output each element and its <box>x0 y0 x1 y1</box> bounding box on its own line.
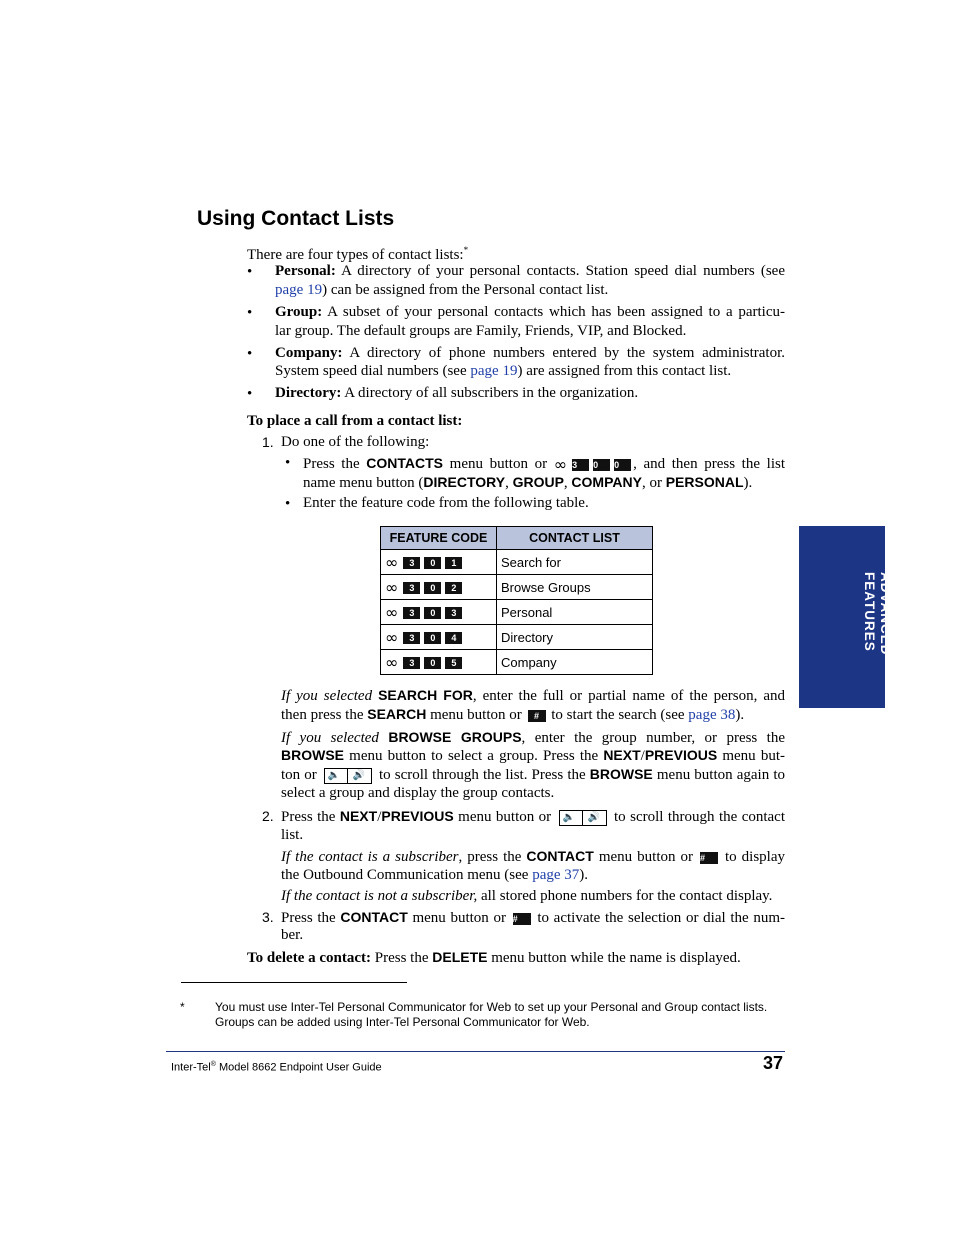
text: to display <box>720 849 786 865</box>
feature-code-cell <box>381 550 497 575</box>
bullet-text: ) are assigned from this contact list. <box>517 363 732 379</box>
footnote-ref: * <box>463 245 469 255</box>
group-keyword: GROUP <box>512 474 564 490</box>
footnote-rule <box>181 982 407 983</box>
text: / <box>377 809 382 825</box>
speaker-low-icon: 🔈 <box>562 811 576 823</box>
text: then press the <box>281 707 368 723</box>
text: all stored phone numbers for the contact display. <box>477 888 773 904</box>
divider <box>347 769 348 783</box>
section-side-tab <box>799 526 893 708</box>
bullet-text: ) can be assigned from the Personal contact list. <box>322 282 609 298</box>
divider <box>582 811 583 825</box>
side-tab-line: ADVANCED <box>878 572 893 656</box>
browse-keyword: BROWSE <box>589 766 653 782</box>
text: to scroll through the list. Press the <box>374 767 590 783</box>
feature-code-table <box>380 526 653 675</box>
dial-key: 3 <box>403 557 420 569</box>
page-link[interactable]: page 37 <box>532 867 580 883</box>
step2-line2: list. <box>281 827 304 843</box>
text: , press the <box>458 849 527 865</box>
delete-instruction <box>247 948 741 968</box>
table-header-row <box>381 527 653 550</box>
footer-rule <box>166 1051 785 1052</box>
column-header: CONTACT LIST <box>497 527 653 550</box>
text: / <box>640 748 645 764</box>
text: to activate the selection or dial the num- <box>532 910 785 926</box>
bullet-text: System speed dial numbers (see <box>275 363 471 379</box>
contact-list-cell: Company <box>497 650 653 675</box>
footnote-mark: * <box>180 1000 185 1014</box>
bullet-dot: • <box>247 346 253 362</box>
feature-key-icon: ∞ <box>385 653 398 673</box>
browse-para-line4: select a group and display the group contacts. <box>281 785 555 801</box>
search-para-line1 <box>281 686 785 706</box>
text: , enter the group number, or press the <box>521 730 785 746</box>
step1-sub1-line2 <box>303 473 752 493</box>
dial-key: 3 <box>403 657 420 669</box>
text: If the contact is not a subscriber, <box>281 888 478 904</box>
step1-sub1-line1 <box>303 454 785 474</box>
browse-keyword: BROWSE <box>281 747 344 763</box>
page-title: Using Contact Lists <box>197 207 395 230</box>
bullet-dot: • <box>247 305 253 321</box>
bullet-company-line2 <box>275 362 731 381</box>
text: name menu button ( <box>303 475 424 491</box>
place-call-heading: To place a call from a contact list: <box>247 413 463 429</box>
step-number: 2. <box>262 808 274 824</box>
contact-keyword: CONTACT <box>526 848 594 864</box>
text: menu but- <box>717 748 785 764</box>
feature-key-icon: ∞ <box>385 628 398 648</box>
table-row <box>381 550 653 575</box>
bullet-group-line2: lar group. The default groups are Family, Friends, VIP, and Blocked. <box>275 323 687 339</box>
previous-keyword: PREVIOUS <box>644 747 718 763</box>
text: If you selected <box>281 688 379 704</box>
contact-list-cell: Directory <box>497 625 653 650</box>
contact-keyword: CONTACT <box>340 909 408 925</box>
dial-key: 0 <box>424 557 441 569</box>
brand-name: Inter-Tel <box>171 1061 211 1074</box>
bullet-dot: • <box>285 496 291 512</box>
bullet-text: A directory of phone numbers entered by the system administrator. <box>349 345 785 361</box>
text: menu button again to <box>652 767 785 783</box>
speaker-high-icon: 🔊 <box>352 769 366 781</box>
text: If the contact is a subscriber <box>281 849 459 865</box>
footnote-line2: Groups can be added using Inter-Tel Personal Communicator for Web. <box>215 1015 590 1029</box>
subscriber-para-line2 <box>281 866 588 885</box>
search-keyword: SEARCH <box>367 706 427 722</box>
bullet-dot: • <box>247 386 253 402</box>
feature-key-icon: ∞ <box>385 603 398 623</box>
contact-list-cell: Personal <box>497 600 653 625</box>
contacts-keyword: CONTACTS <box>366 455 444 471</box>
bullet-group-line1 <box>275 303 785 322</box>
contact-list-cell: Browse Groups <box>497 575 653 600</box>
volume-button-icon <box>324 768 372 784</box>
text: menu button while the name is displayed. <box>487 950 741 966</box>
dial-key: 0 <box>593 459 610 471</box>
text: menu button to select a group. Press the <box>344 748 604 764</box>
feature-key-icon: ∞ <box>553 454 567 474</box>
bullet-personal-line1 <box>275 262 785 281</box>
next-keyword: NEXT <box>339 808 378 824</box>
dial-key: 3 <box>403 607 420 619</box>
dial-key: 3 <box>403 632 420 644</box>
delete-heading: To delete a contact: <box>247 950 371 966</box>
text: Press the <box>281 809 340 825</box>
text: menu button or <box>593 849 698 865</box>
subscriber-para-line1 <box>281 847 785 867</box>
previous-keyword: PREVIOUS <box>381 808 454 824</box>
browse-groups-keyword: BROWSE GROUPS <box>388 729 522 745</box>
dial-key: 3 <box>403 582 420 594</box>
dial-key: 0 <box>424 632 441 644</box>
text: , <box>505 475 513 491</box>
side-tab-line: FEATURES <box>862 572 877 652</box>
table-row <box>381 650 653 675</box>
footnote-line1: You must use Inter-Tel Personal Communicator for Web to set up your Personal and Group contact lists. <box>215 1000 768 1014</box>
footer-title <box>171 1058 382 1075</box>
step3-line1 <box>281 908 785 928</box>
delete-keyword: DELETE <box>432 949 488 965</box>
not-subscriber-para <box>281 887 772 906</box>
browse-para-line1 <box>281 728 785 748</box>
text: , and then press the list <box>633 456 785 472</box>
browse-para-line3 <box>281 765 785 785</box>
text: Press the <box>281 910 341 926</box>
dial-key: 4 <box>445 632 462 644</box>
text: to scroll through the contact <box>609 809 786 825</box>
feature-key-icon: ∞ <box>385 553 398 573</box>
table-row <box>381 625 653 650</box>
text: menu button or <box>443 456 554 472</box>
bullet-directory-line1 <box>275 384 638 403</box>
page-link[interactable]: page 19 <box>470 363 518 379</box>
speaker-high-icon: 🔊 <box>587 811 601 823</box>
text: the Outbound Communication menu (see <box>281 867 533 883</box>
text: , <box>563 475 572 491</box>
column-header: FEATURE CODE <box>381 527 497 550</box>
company-keyword: COMPANY <box>571 474 642 490</box>
text: ). <box>579 867 589 883</box>
text: ton or <box>281 767 321 783</box>
page-link[interactable]: page 38 <box>688 707 736 723</box>
table-row <box>381 600 653 625</box>
text: menu button or <box>407 910 511 926</box>
dial-key: 5 <box>445 657 462 669</box>
hash-key: # <box>513 913 531 925</box>
step1-text: Do one of the following: <box>281 434 430 450</box>
bullet-text: A directory of your personal contacts. Station speed dial numbers (see <box>341 263 785 279</box>
feature-code-cell <box>381 600 497 625</box>
dial-key: 0 <box>424 582 441 594</box>
text: ). <box>743 475 753 491</box>
volume-button-icon <box>559 810 607 826</box>
bullet-term: Company: <box>275 345 343 361</box>
bullet-personal-line2 <box>275 281 608 300</box>
personal-keyword: PERSONAL <box>665 474 744 490</box>
dial-key: 0 <box>614 459 631 471</box>
table-row <box>381 575 653 600</box>
hash-key: # <box>528 710 546 722</box>
search-para-line2 <box>281 705 744 725</box>
dial-key: 0 <box>424 657 441 669</box>
bullet-text: A directory of all subscribers in the organization. <box>344 385 639 401</box>
step1-sub2: Enter the feature code from the following table. <box>303 495 589 511</box>
feature-code-cell <box>381 650 497 675</box>
feature-code-cell <box>381 625 497 650</box>
bullet-term: Directory: <box>275 385 342 401</box>
search-for-keyword: SEARCH FOR <box>378 687 473 703</box>
text: Press the <box>371 950 433 966</box>
step2-line1 <box>281 807 785 827</box>
step3-line2: ber. <box>281 927 304 943</box>
step-number: 1. <box>262 434 274 450</box>
feature-code-cell <box>381 575 497 600</box>
dial-key: 3 <box>572 459 589 471</box>
bullet-dot: • <box>247 264 253 280</box>
bullet-term: Personal: <box>275 263 336 279</box>
speaker-low-icon: 🔈 <box>327 769 341 781</box>
dial-key: 0 <box>424 607 441 619</box>
bullet-company-line1 <box>275 344 785 363</box>
intro-text: There are four types of contact lists: <box>247 247 464 263</box>
dial-key: 2 <box>445 582 462 594</box>
side-tab-label <box>861 572 893 656</box>
dial-key: 1 <box>445 557 462 569</box>
text: Press the <box>303 456 367 472</box>
contact-list-cell: Search for <box>497 550 653 575</box>
text: ). <box>735 707 745 723</box>
browse-para-line2 <box>281 746 785 766</box>
text: , or <box>641 475 666 491</box>
text: menu button or <box>426 707 526 723</box>
text: , enter the full or partial name of the person, and <box>472 688 786 704</box>
page-link[interactable]: page 19 <box>275 282 323 298</box>
step-number: 3. <box>262 909 274 925</box>
bullet-dot: • <box>285 455 291 471</box>
text: to start the search (see <box>547 707 689 723</box>
directory-keyword: DIRECTORY <box>423 474 506 490</box>
bullet-term: Group: <box>275 304 323 320</box>
feature-key-icon: ∞ <box>385 578 398 598</box>
dial-key: 3 <box>445 607 462 619</box>
page-number: 37 <box>763 1053 784 1073</box>
registered-mark: ® <box>210 1061 216 1068</box>
guide-title: Model 8662 Endpoint User Guide <box>215 1061 382 1074</box>
text: menu button or <box>453 809 556 825</box>
text: If you selected <box>281 730 389 746</box>
hash-key: # <box>700 852 718 864</box>
next-keyword: NEXT <box>603 747 641 763</box>
bullet-text: A subset of your personal contacts which has been assigned to a particu- <box>327 304 785 320</box>
